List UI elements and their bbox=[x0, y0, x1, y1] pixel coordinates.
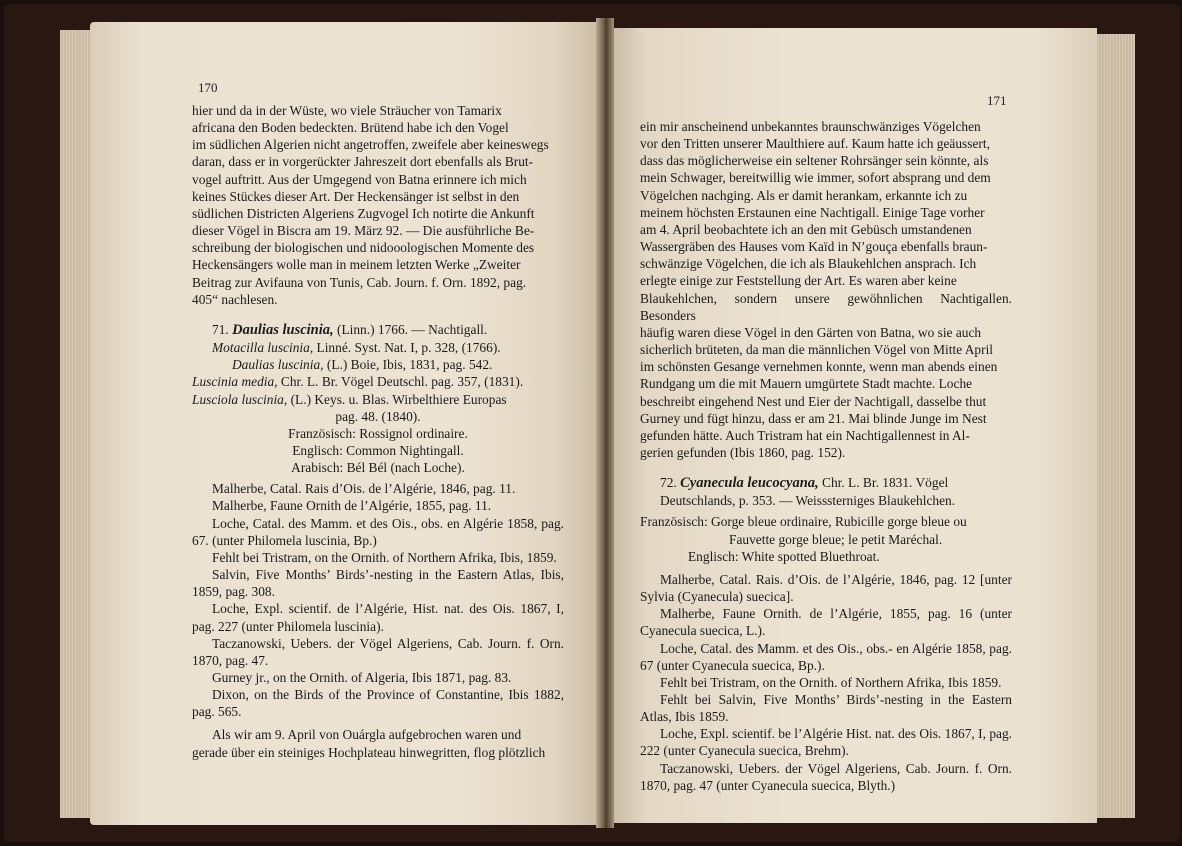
left-page-body bbox=[192, 102, 564, 761]
reference: Fehlt bei Tristram, on the Ornith. of Northern Afrika, Ibis, 1859. bbox=[212, 549, 557, 565]
text-line: Rundgang um die mit Mauern umgürtete Stadt machte. Loche bbox=[640, 376, 973, 392]
page-number-right: 171 bbox=[987, 93, 1007, 108]
reference: Taczanowski, Uebers. der Vögel Algeriens, Cab. Journ. f. Orn. 1870, pag. 47. bbox=[192, 635, 564, 668]
right-page bbox=[607, 28, 1097, 823]
reference: Malherbe, Catal. Rais d’Ois. de l’Algérie, 1846, pag. 11. bbox=[212, 481, 516, 497]
synonym-line: pag. 48. (1840). bbox=[335, 408, 421, 424]
text-line: 405“ nachlesen. bbox=[192, 291, 278, 307]
species-name: Cyanecula leucocyana, bbox=[680, 475, 819, 492]
text-line: gerien gefunden (Ibis 1860, pag. 152). bbox=[640, 444, 846, 460]
text-line: Blaukehlchen, sondern unsere gewöhnlichen Nachtigallen. Besonders bbox=[640, 290, 1012, 323]
right-page-edges bbox=[1095, 34, 1135, 818]
reference: Fehlt bei Salvin, Five Months’ Birds’-nesting in the Eastern Atlas, Ibis 1859. bbox=[640, 692, 1012, 725]
species-heading-72 bbox=[640, 474, 1012, 492]
text-line: vogel auftritt. Aus der Umgegend von Batna erinnere ich mich bbox=[192, 171, 527, 187]
species-number: 71. bbox=[212, 321, 229, 337]
synonym-line: Daulias luscinia, (L.) Boie, Ibis, 1831, pag. 542. bbox=[232, 357, 493, 373]
text-line: Vögelchen nachging. Als er damit herankam, erkannte ich zu bbox=[640, 187, 968, 203]
species-number: 72. bbox=[660, 475, 677, 491]
vernacular-name: Englisch: White spotted Bluethroat. bbox=[688, 548, 880, 564]
text-line: schreibung der biologischen und nidooologischen Momente des bbox=[192, 240, 535, 256]
text-line: Beitrag zur Avifauna von Tunis, Cab. Journ. f. Orn. 1892, pag. bbox=[192, 274, 527, 290]
reference: Gurney jr., on the Ornith. of Algeria, Ibis 1871, pag. 83. bbox=[212, 670, 512, 685]
reference: Taczanowski, Uebers. der Vögel Algeriens, Cab. Journ. f. Orn. 1870, pag. 47 (unter Cyanecula suecica, Blyth.) bbox=[640, 760, 1012, 793]
reference: Salvin, Five Months’ Birds’-nesting in the Eastern Atlas, Ibis, 1859, pag. 308. bbox=[192, 567, 564, 600]
text-line: hier und da in der Wüste, wo viele Sträucher von Tamarix bbox=[192, 103, 502, 118]
reference: Loche, Catal. des Mamm. et des Ois., obs.- en Algérie 1858, pag. 67 (unter Cyanecula suecica, Bp.). bbox=[640, 640, 1012, 673]
text-line: gerade über ein steiniges Hochplateau hinwegritten, flog plötzlich bbox=[192, 744, 546, 760]
text-line: südlichen Districten Algeriens Zugvogel Ich notirte die Ankunft bbox=[192, 205, 535, 221]
species-name: Daulias luscinia, bbox=[232, 321, 334, 338]
text-line: Heckensängers wolle man in meinem letzten Werke „Zweiter bbox=[192, 257, 521, 273]
text-line: häufig waren diese Vögel in den Gärten von Batna, wo sie auch bbox=[640, 324, 982, 340]
reference: Dixon, on the Birds of the Province of Constantine, Ibis 1882, pag. 565. bbox=[192, 687, 564, 720]
text-line: mein Schwager, bereitwillig wie immer, sofort absprang und dem bbox=[640, 170, 991, 186]
reference: Loche, Catal. des Mamm. et des Ois., obs. en Algérie 1858, pag. 67. (unter Philomela luscinia, Bp.) bbox=[192, 515, 564, 548]
text-line: dass das möglicherweise ein seltener Rohrsänger sein könnte, als bbox=[640, 153, 989, 169]
species-heading-rest: Chr. L. Br. 1831. Vögel bbox=[822, 475, 949, 491]
text-line: africana den Boden bedeckten. Brütend habe ich den Vogel bbox=[192, 120, 509, 136]
text-line: dieser Vögel in Biscra am 19. März 92. — Die ausführliche Be- bbox=[192, 223, 535, 239]
synonym-line: Motacilla luscinia, Linné. Syst. Nat. I, p. 328, (1766). bbox=[212, 340, 501, 356]
text-line: Als wir am 9. April von Ouárgla aufgebrochen waren und bbox=[212, 727, 522, 743]
vernacular-name: Französisch: Rossignol ordinaire. bbox=[288, 425, 468, 441]
left-page-edges bbox=[60, 30, 92, 818]
left-page bbox=[90, 22, 605, 825]
right-page-body bbox=[640, 118, 1012, 794]
species-heading-rest: (Linn.) 1766. — Nachtigall. bbox=[337, 321, 488, 337]
text-line: vor den Tritten unserer Maulthiere auf. Kaum hatte ich geäussert, bbox=[640, 136, 990, 152]
text-line: keines Stückes dieser Art. Der Heckensänger ist selbst in den bbox=[192, 188, 520, 204]
reference: Malherbe, Faune Ornith de l’Algérie, 1855, pag. 11. bbox=[212, 498, 492, 514]
text-line: beschreibt eingehend Nest und Eier der Nachtigall, dasselbe thut bbox=[640, 393, 987, 409]
vernacular-name: Französisch: Gorge bleue ordinaire, Rubicille gorge bleue ou bbox=[640, 514, 967, 530]
text-line: sicherlich brüteten, da man die männlichen Vögel von Mitte April bbox=[640, 342, 994, 358]
text-line: daran, dass er in vorgerückter Jahreszeit dort ebenfalls als Brut- bbox=[192, 154, 534, 170]
text-line: erlegte einige zur Feststellung der Art. Es waren aber keine bbox=[640, 273, 957, 289]
text-line: am 4. April beobachtete ich an den mit Gebüsch umstandenen bbox=[640, 221, 972, 237]
reference: Malherbe, Catal. Rais. d’Ois. de l’Algérie, 1846, pag. 12 [unter Sylvia (Cyanecula) suecica]. bbox=[640, 571, 1012, 605]
vernacular-name: Englisch: Common Nightingall. bbox=[292, 442, 464, 458]
text-line: gefunden hätte. Auch Tristram hat ein Nachtigallennest in Al- bbox=[640, 427, 970, 443]
text-line: im südlichen Algerien nicht angetroffen, zweifele aber keineswegs bbox=[192, 137, 549, 153]
page-number-left: 170 bbox=[198, 80, 218, 95]
reference: Loche, Expl. scientif. be l’Algérie Hist. nat. des Ois. 1867, I, pag. 222 (unter Cyanecula suecica, Brehm). bbox=[640, 726, 1012, 759]
reference: Malherbe, Faune Ornith. de l’Algérie, 1855, pag. 16 (unter Cyanecula suecica, L.). bbox=[640, 606, 1012, 639]
book-gutter bbox=[596, 18, 614, 828]
text-line: ein mir anscheinend unbekanntes braunschwänziges Vögelchen bbox=[640, 119, 981, 134]
text-line: schwänzige Vögelchen, die ich als Blaukehlchen ansprach. Ich bbox=[640, 256, 977, 272]
text-line: im schönsten Gesange vernehmen konnte, wenn man abends einen bbox=[640, 359, 998, 375]
species-heading-71 bbox=[192, 321, 564, 339]
text-line: Gurney und fügt hinzu, dass er am 21. Mai blinde Junge im Nest bbox=[640, 410, 987, 426]
text-line: Wassergräben des Hauses vom Kaïd in N’gouça ebenfalls braun- bbox=[640, 239, 988, 255]
reference: Loche, Expl. scientif. de l’Algérie, Hist. nat. des Ois. 1867, I, pag. 227 (unter Philomela luscinia). bbox=[192, 601, 564, 634]
vernacular-name: Arabisch: Bél Bél (nach Loche). bbox=[291, 460, 465, 476]
reference: Fehlt bei Tristram, on the Ornith. of Northern Afrika, Ibis 1859. bbox=[660, 674, 1002, 690]
species-heading-rest: Deutschlands, p. 353. — Weisssterniges Blaukehlchen. bbox=[660, 493, 956, 509]
synonym-line: Luscinia media, Chr. L. Br. Vögel Deutschl. pag. 357, (1831). bbox=[192, 374, 524, 390]
text-line: meinem höchsten Erstaunen eine Nachtigall. Einige Tage vorher bbox=[640, 204, 985, 220]
vernacular-name: Fauvette gorge bleue; le petit Maréchal. bbox=[729, 531, 943, 547]
synonym-line: Lusciola luscinia, (L.) Keys. u. Blas. Wirbelthiere Europas bbox=[192, 391, 507, 407]
